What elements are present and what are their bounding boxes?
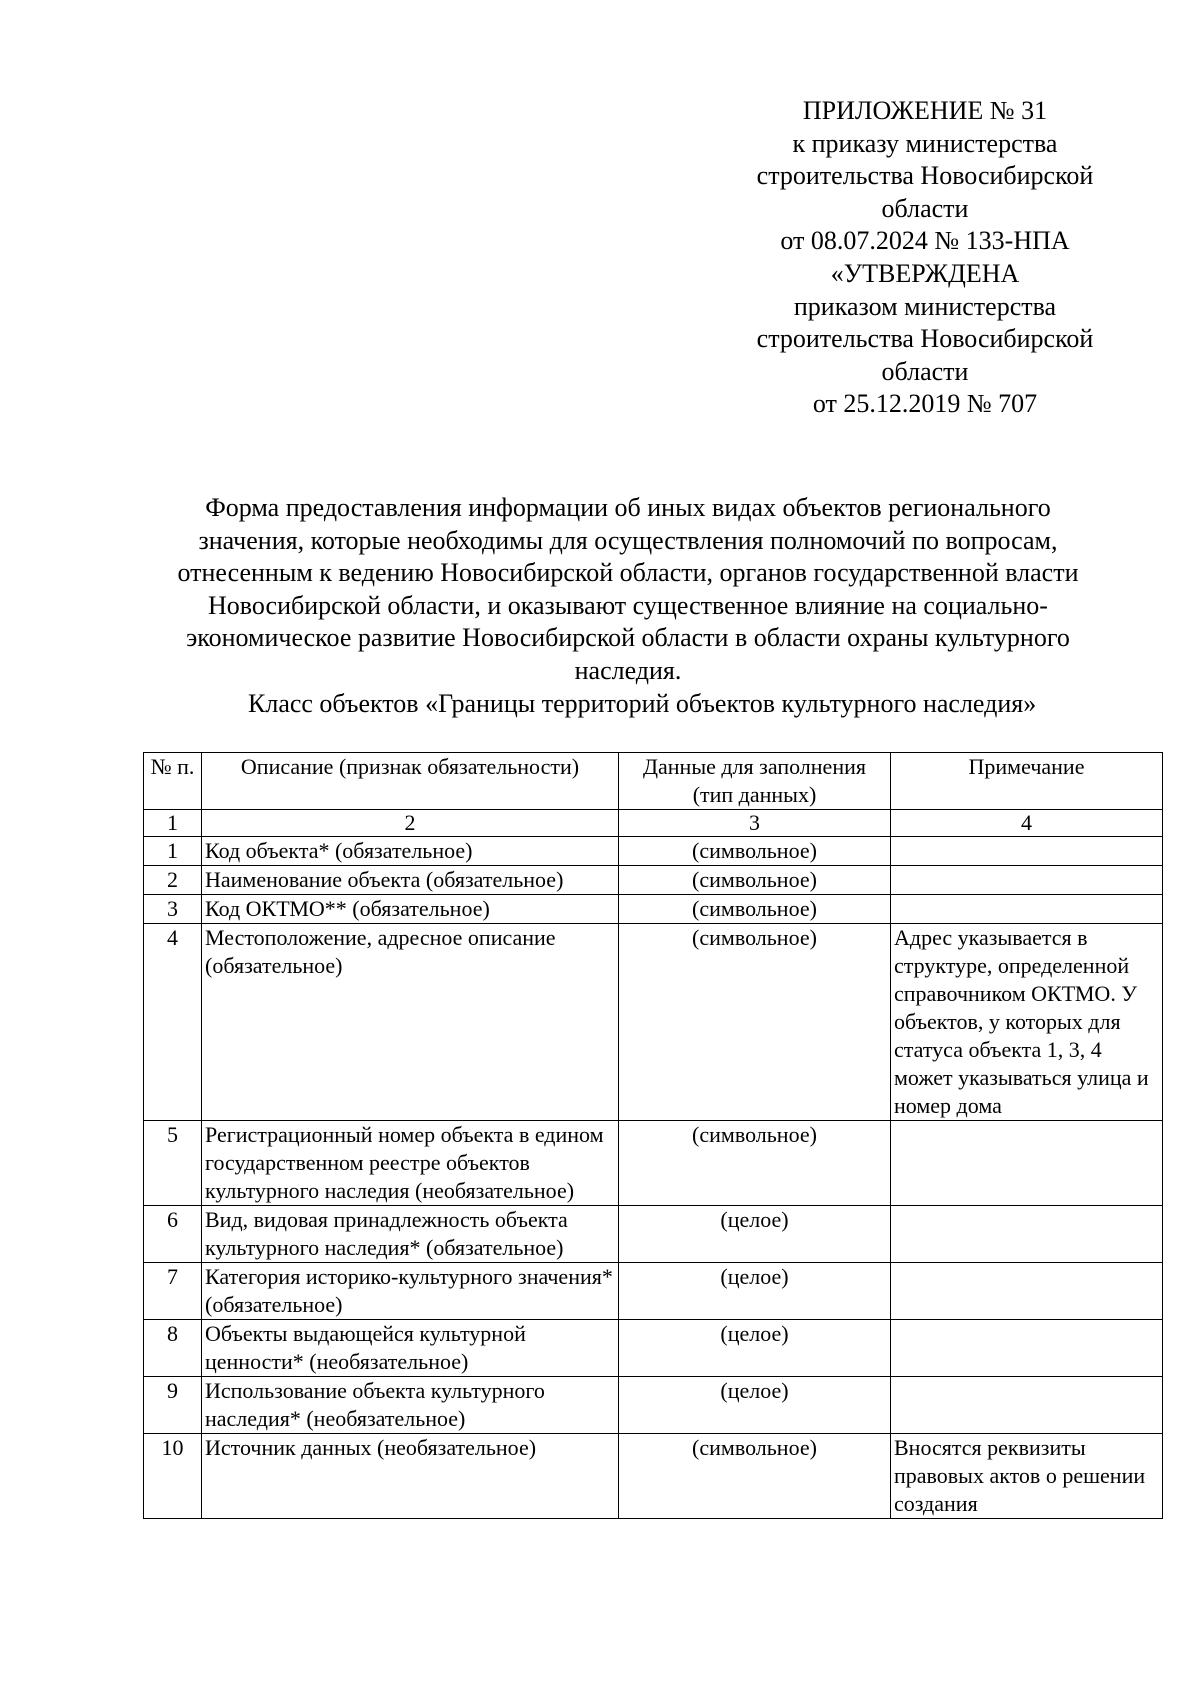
header-line: от 25.12.2019 № 707 xyxy=(812,389,1038,419)
row-description: Использование объекта культурного наследия* (необязательное) xyxy=(202,1377,619,1434)
row-description: Вид, видовая принадлежность объекта культурного наследия* (обязательное) xyxy=(202,1206,619,1263)
table-row xyxy=(144,837,1163,866)
table-row xyxy=(144,1263,1163,1320)
row-number: 7 xyxy=(144,1263,202,1320)
row-number: 3 xyxy=(144,895,202,924)
table-row xyxy=(144,1121,1163,1206)
table-row xyxy=(144,1320,1163,1377)
row-description: Местоположение, адресное описание (обязательное) xyxy=(202,924,619,1121)
header-line: от 08.07.2024 № 133-НПА xyxy=(780,226,1070,256)
row-note xyxy=(891,1263,1163,1320)
row-note xyxy=(891,895,1163,924)
title-line: отнесенным к ведению Новосибирской области, органов государственной власти xyxy=(177,558,1079,588)
row-data-type: (символьное) xyxy=(619,924,891,1121)
row-number: 2 xyxy=(144,866,202,895)
row-note xyxy=(891,1320,1163,1377)
column-numbers-row xyxy=(144,810,1163,837)
row-number: 10 xyxy=(144,1434,202,1519)
row-data-type: (целое) xyxy=(619,1263,891,1320)
header-line: ПРИЛОЖЕНИЕ № 31 xyxy=(802,96,1048,125)
table-row xyxy=(144,1434,1163,1519)
row-number: 6 xyxy=(144,1206,202,1263)
header-line: к приказу министерства xyxy=(792,128,1058,158)
table-row xyxy=(144,1377,1163,1434)
row-data-type: (символьное) xyxy=(619,866,891,895)
row-data-type: (символьное) xyxy=(619,1121,891,1206)
row-description: Код объекта* (обязательное) xyxy=(202,837,619,866)
table-row xyxy=(144,924,1163,1121)
table-row xyxy=(144,866,1163,895)
document-subtitle: Класс объектов «Границы территорий объектов культурного наследия» xyxy=(248,689,1037,718)
column-number: 4 xyxy=(891,810,1163,837)
title-line: экономическое развитие Новосибирской области в области охраны культурного xyxy=(186,623,1070,653)
row-data-type: (целое) xyxy=(619,1320,891,1377)
header-line: «УТВЕРЖДЕНА xyxy=(830,258,1020,288)
row-note xyxy=(891,1206,1163,1263)
row-description: Код ОКТМО** (обязательное) xyxy=(202,895,619,924)
row-number: 1 xyxy=(144,837,202,866)
row-data-type: (символьное) xyxy=(619,1434,891,1519)
row-data-type: (символьное) xyxy=(619,837,891,866)
column-number: 2 xyxy=(202,810,619,837)
column-header-data-type: Данные для заполнения (тип данных) xyxy=(619,753,891,810)
header-line: строительства Новосибирской xyxy=(756,161,1094,191)
header-line: приказом министерства xyxy=(793,291,1057,321)
column-header-description: Описание (признак обязательности) xyxy=(202,753,619,810)
row-data-type: (целое) xyxy=(619,1206,891,1263)
column-header-number: № п. xyxy=(144,753,202,810)
table-header-row xyxy=(144,753,1163,810)
approval-header xyxy=(720,95,1130,421)
row-description: Категория историко-культурного значения* (обязательное) xyxy=(202,1263,619,1320)
row-number: 9 xyxy=(144,1377,202,1434)
table-row xyxy=(144,1206,1163,1263)
row-note xyxy=(891,837,1163,866)
row-number: 8 xyxy=(144,1320,202,1377)
header-line: области xyxy=(881,193,969,223)
column-number: 3 xyxy=(619,810,891,837)
row-number: 5 xyxy=(144,1121,202,1206)
document-title xyxy=(130,492,1126,688)
row-number: 4 xyxy=(144,924,202,1121)
header-line: области xyxy=(881,356,969,386)
row-note xyxy=(891,1121,1163,1206)
title-line: Форма предоставления информации об иных видах объектов регионального xyxy=(205,493,1051,522)
title-line: Новосибирской области, и оказывают существенное влияние на социально- xyxy=(208,590,1048,620)
row-description: Регистрационный номер объекта в едином государственном реестре объектов культурного наследия (необязательное) xyxy=(202,1121,619,1206)
row-note xyxy=(891,866,1163,895)
form-table-wrapper xyxy=(143,752,1162,1519)
column-header-note: Примечание xyxy=(891,753,1163,810)
column-number: 1 xyxy=(144,810,202,837)
row-note xyxy=(891,1377,1163,1434)
title-line: значения, которые необходимы для осуществления полномочий по вопросам, xyxy=(198,525,1058,555)
row-data-type: (целое) xyxy=(619,1377,891,1434)
row-note: Адрес указывается в структуре, определенной справочником ОКТМО. У объектов, у которых для статуса объекта 1, 3, 4 может указываться улица и номер дома xyxy=(891,924,1163,1121)
table-row xyxy=(144,895,1163,924)
header-line: строительства Новосибирской xyxy=(756,324,1094,354)
form-table xyxy=(143,752,1163,1519)
title-line: наследия. xyxy=(574,655,682,685)
row-description: Источник данных (необязательное) xyxy=(202,1434,619,1519)
row-description: Наименование объекта (обязательное) xyxy=(202,866,619,895)
row-note: Вносятся реквизиты правовых актов о решении создания xyxy=(891,1434,1163,1519)
row-data-type: (символьное) xyxy=(619,895,891,924)
row-description: Объекты выдающейся культурной ценности* (необязательное) xyxy=(202,1320,619,1377)
